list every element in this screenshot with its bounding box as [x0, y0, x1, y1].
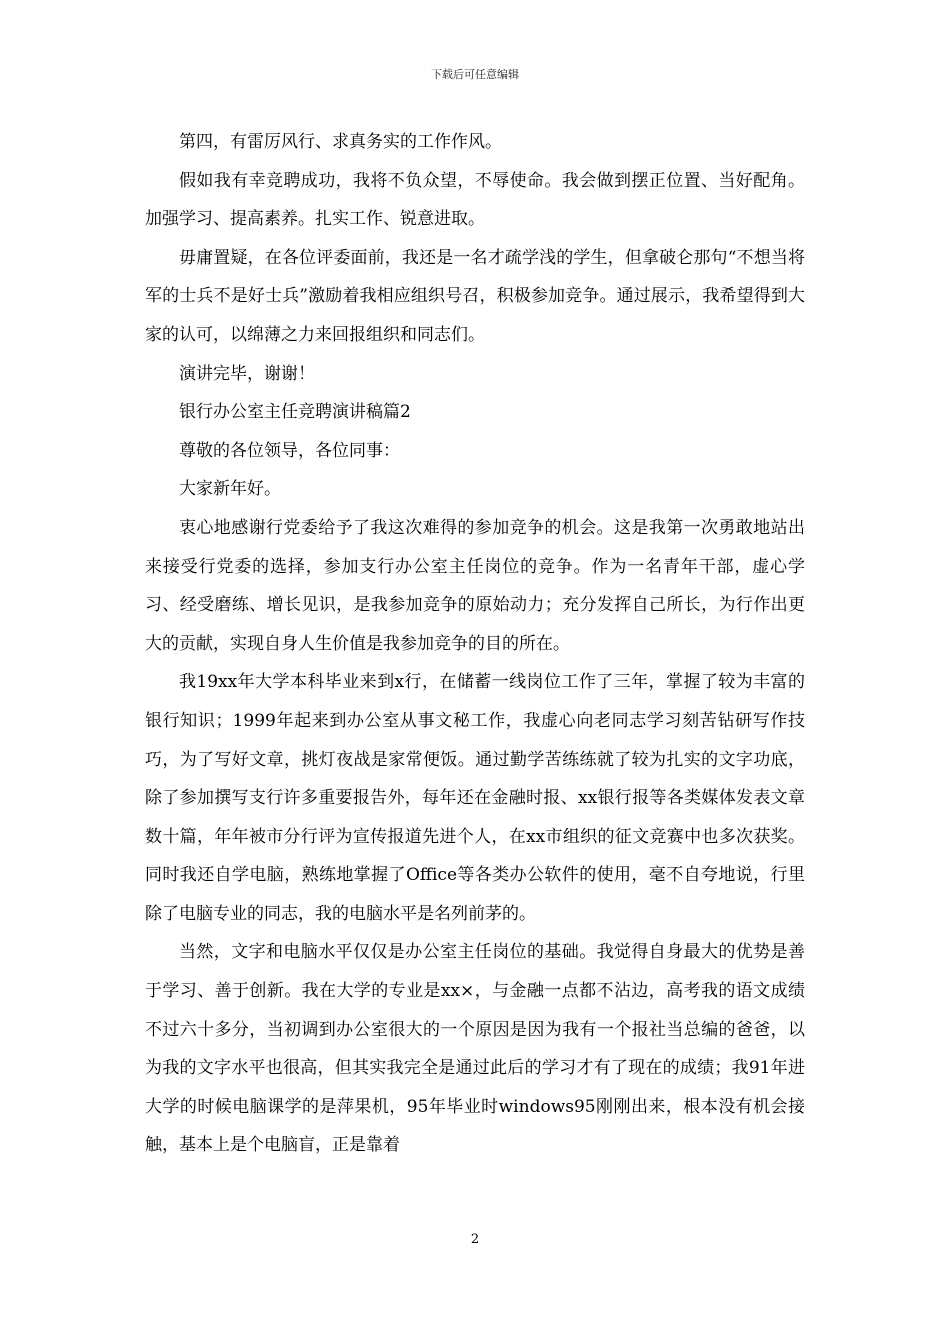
paragraph-greeting: 大家新年好。: [179, 479, 281, 500]
paragraph-salutation: 尊敬的各位领导，各位同事：: [179, 440, 400, 461]
paragraph-work-style: 第四，有雷厉风行、求真务实的工作作风。: [179, 132, 502, 152]
section-title: 银行办公室主任竞聘演讲稿篇2: [179, 402, 411, 423]
paragraph-closing: 演讲完毕，谢谢！: [179, 363, 315, 384]
paragraph-commitment: 假如我有幸竞聘成功，我将不负众望，不辱使命。我会做到摆正位置、当好配角。加强学习、提高素养。扎实工作、锐意进取。: [145, 170, 805, 230]
page-header-note: 下载后可任意编辑: [431, 68, 519, 81]
paragraph-thanks: 衷心地感谢行党委给予了我这次难得的参加竞争的机会。这是我第一次勇敢地站出来接受行党委的选择，参加支行办公室主任岗位的竞争。作为一名青年干部，虚心学习、经受磨练、增长见识，是我参加竞争的原始动力；充分发挥自己所长，为行作出更大的贡献，实现自身人生价值是我参加竞争的目的所在。: [145, 517, 805, 654]
paragraph-strengths: 当然，文字和电脑水平仅仅是办公室主任岗位的基础。我觉得自身最大的优势是善于学习、善于创新。我在大学的专业是xx×，与金融一点都不沾边，高考我的语文成绩不过六十多分，当初调到办公室很大的一个原因是因为我有一个报社当总编的爸爸，以为我的文字水平也很高，但其实我完全是通过此后的学习才有了现在的成绩；我91年进大学的时候电脑课学的是萍果机，95年毕业时windows95刚刚出来，根本没有机会接触，基本上是个电脑盲，正是靠着: [145, 942, 805, 1156]
paragraph-experience: 我19xx年大学本科毕业来到x行，在储蓄一线岗位工作了三年，掌握了较为丰富的银行知识；1999年起来到办公室从事文秘工作，我虚心向老同志学习刻苦钻研写作技巧，为了写好文章，挑灯夜战是家常便饭。通过勤学苦练练就了较为扎实的文字功底，除了参加撰写支行许多重要报告外，每年还在金融时报、xx银行报等各类媒体发表文章数十篇，年年被市分行评为宣传报道先进个人，在xx市组织的征文竞赛中也多次获奖。同时我还自学电脑，熟练地掌握了Office等各类办公软件的使用，毫不自夸地说，行里除了电脑专业的同志，我的电脑水平是名列前茅的。: [145, 672, 805, 924]
page-number: 2: [470, 1232, 480, 1247]
paragraph-motivation: 毋庸置疑，在各位评委面前，我还是一名才疏学浅的学生，但拿破仑那句“不想当将军的士兵不是好士兵”激励着我相应组织号召，积极参加竞争。通过展示，我希望得到大家的认可，以绵薄之力来回报组织和同志们。: [145, 247, 805, 345]
document-body: [145, 123, 805, 1165]
